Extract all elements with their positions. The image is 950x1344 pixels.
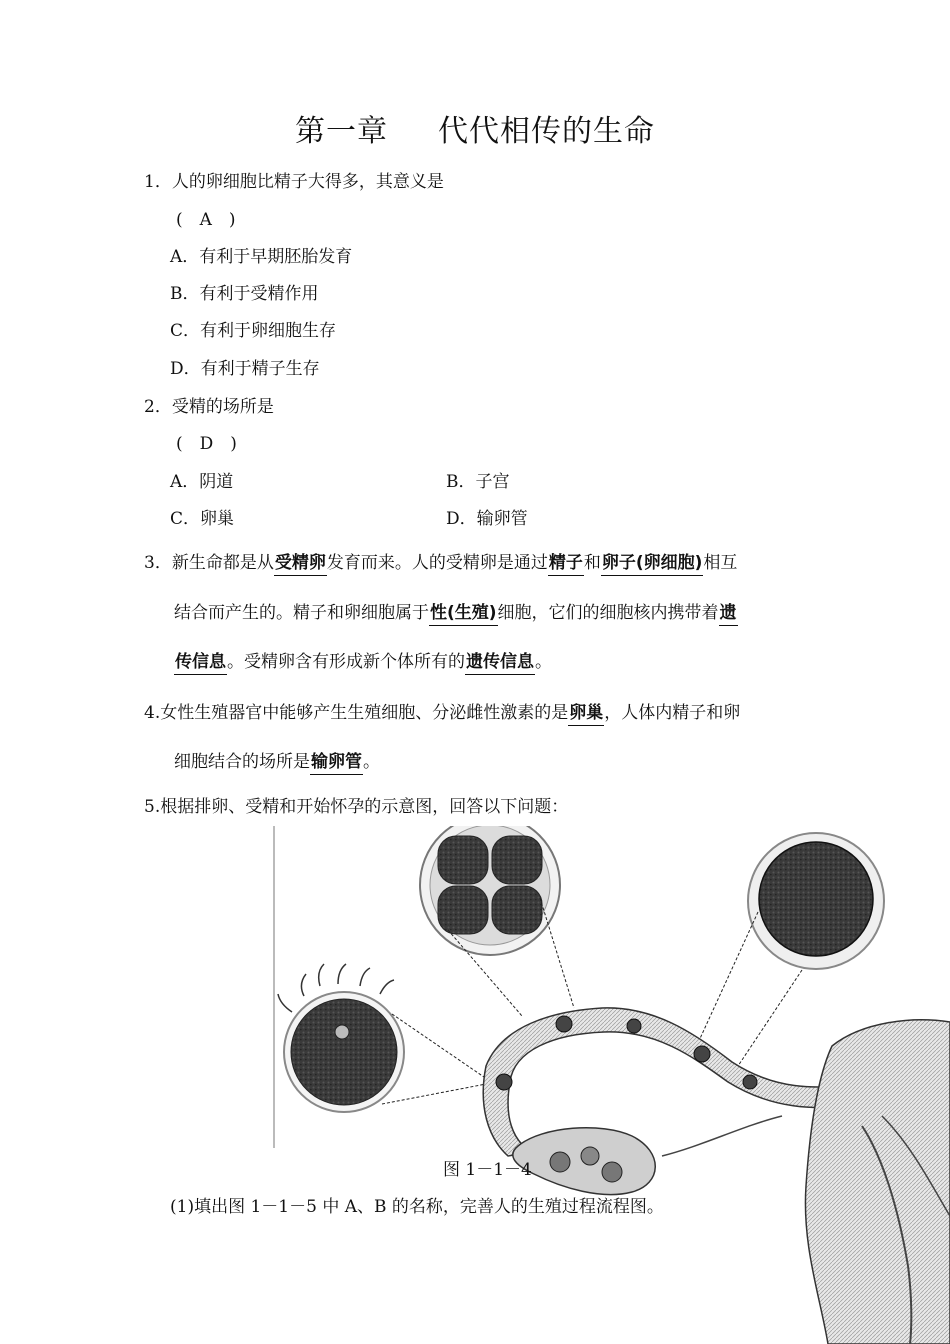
blank-answer: 卵巢	[568, 703, 604, 726]
q1-option-d: D．有利于精子生存	[170, 359, 320, 379]
q2-option-a: A．阴道	[170, 472, 234, 492]
q5-stem: 5.根据排卵、受精和开始怀孕的示意图，回答以下问题：	[144, 797, 569, 817]
q1-stem: 1．人的卵细胞比精子大得多，其意义是	[144, 172, 444, 192]
blank-answer: 遗传信息	[465, 652, 535, 675]
blank-answer: 传信息	[174, 652, 227, 675]
q2-stem: 2．受精的场所是	[144, 397, 274, 417]
q4-line-2: 细胞结合的场所是输卵管。	[174, 751, 380, 773]
four-cell-embryo-circle	[420, 826, 560, 955]
q2-answer: ( D )	[176, 434, 237, 454]
q3-line-2: 结合而产生的。精子和卵细胞属于性(生殖)细胞，它们的细胞核内携带着遗	[174, 602, 738, 624]
chapter-number: 第一章	[295, 114, 388, 149]
egg-cell-circle	[278, 964, 404, 1112]
q1-answer: ( A )	[176, 210, 236, 230]
figure-caption: 图 1－1－4	[443, 1160, 532, 1180]
q5-subquestion-1: (1)填出图 1－1－5 中 A、B 的名称，完善人的生殖过程流程图。	[170, 1197, 664, 1217]
fertilization-diagram	[272, 826, 950, 1344]
blank-answer: 精子	[548, 553, 584, 576]
q1-option-c: C．有利于卵细胞生存	[170, 321, 337, 341]
q2-option-d: D．输卵管	[446, 509, 528, 529]
chapter-name: 代代相传的生命	[438, 114, 655, 149]
blank-answer: 受精卵	[274, 553, 327, 576]
q3-line-3: 传信息。受精卵含有形成新个体所有的遗传信息。	[174, 651, 552, 673]
blank-answer: 性(生殖)	[429, 603, 498, 626]
chapter-title	[0, 106, 950, 150]
q2-option-c: C．卵巢	[170, 509, 235, 529]
q1-option-b: B．有利于受精作用	[170, 284, 319, 304]
blank-answer: 遗	[719, 603, 738, 626]
q2-option-b: B．子宫	[446, 472, 510, 492]
blank-answer: 卵子(卵细胞)	[601, 553, 704, 576]
q1-option-a: A．有利于早期胚胎发育	[170, 247, 353, 267]
reproductive-tract	[483, 1008, 950, 1344]
q4-line-1: 4.女性生殖器官中能够产生生殖细胞、分泌雌性激素的是卵巢，人体内精子和卵	[144, 702, 740, 724]
q3-line-1: 3．新生命都是从受精卵发育而来。人的受精卵是通过精子和卵子(卵细胞)相互	[144, 552, 737, 574]
blank-answer: 输卵管	[310, 752, 363, 775]
blastocyst-circle	[748, 833, 884, 969]
